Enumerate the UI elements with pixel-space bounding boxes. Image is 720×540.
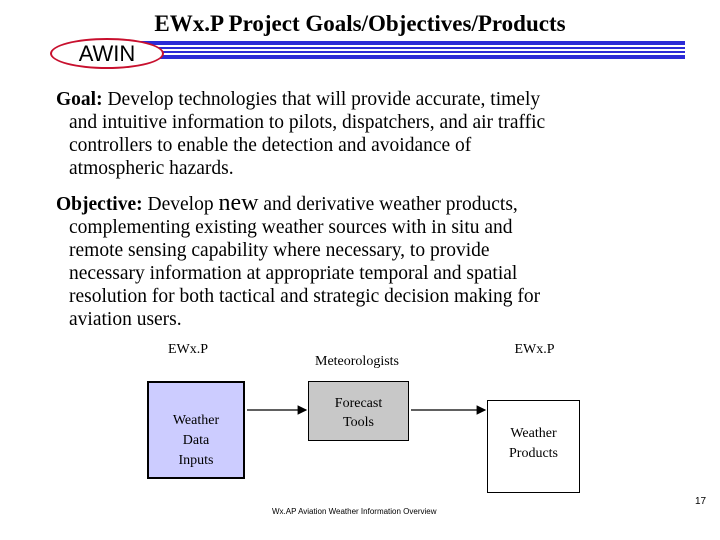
box-mid-line-1: Forecast xyxy=(334,396,383,411)
objective-line-1a: Develop xyxy=(147,194,214,215)
slide-title: EWx.P Project Goals/Objectives/Products xyxy=(154,11,566,36)
box-right-line-1: Weather xyxy=(510,426,557,441)
awin-logo-text: AWIN xyxy=(78,41,136,66)
box-left-line-1: Weather xyxy=(172,413,220,428)
goal-line-2: and intuitive information to pilots, dispatchers, and air traffic xyxy=(69,112,546,133)
weather-products-box xyxy=(487,400,580,493)
page-number: 17 xyxy=(695,496,707,507)
objective-line-6: aviation users. xyxy=(69,309,182,330)
objective-label: Objective: xyxy=(56,194,143,215)
goal-label: Goal: xyxy=(56,89,103,110)
box-left-line-3: Inputs xyxy=(178,453,214,468)
goal-line-1: Develop technologies that will provide accurate, timely xyxy=(107,89,541,110)
goal-line-4: atmospheric hazards. xyxy=(69,158,234,179)
label-ewxp-left: EWx.P xyxy=(167,342,209,357)
box-mid-line-2: Tools xyxy=(343,415,374,430)
box-right-line-2: Products xyxy=(509,446,558,461)
objective-line-1c: and derivative weather products, xyxy=(263,194,518,215)
objective-line-4: necessary information at appropriate temporal and spatial xyxy=(69,263,518,284)
objective-line-5: resolution for both tactical and strategic decision making for xyxy=(69,286,541,307)
footer-text: Wx.AP Aviation Weather Information Overview xyxy=(272,507,437,516)
box-left-line-2: Data xyxy=(182,433,210,448)
weather-data-inputs-box xyxy=(147,381,245,479)
label-ewxp-right: EWx.P xyxy=(514,342,555,357)
objective-line-2: complementing existing weather sources with in situ and xyxy=(69,217,513,238)
objective-new-word: new xyxy=(218,190,259,216)
forecast-tools-box xyxy=(308,381,409,441)
objective-line-3: remote sensing capability where necessary, to provide xyxy=(69,240,490,261)
goal-line-3: controllers to enable the detection and avoidance of xyxy=(69,135,472,156)
label-meteorologists: Meteorologists xyxy=(315,354,399,369)
